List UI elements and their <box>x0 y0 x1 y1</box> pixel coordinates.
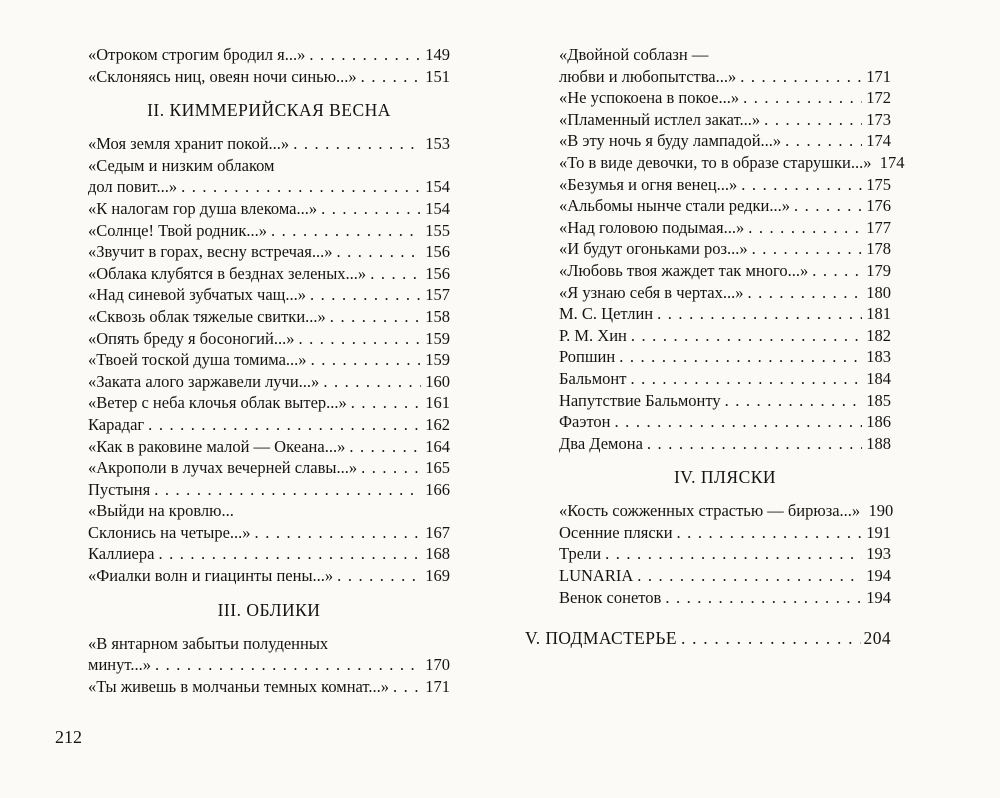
toc-entry[interactable]: «Не успокоена в покое...» . . . 172 <box>559 87 891 109</box>
toc-entry[interactable]: Склонись на четыре...» . . . 167 <box>88 522 450 544</box>
toc-entry[interactable]: М. С. Цетлин . . . 181 <box>559 303 891 325</box>
toc-entry[interactable]: «Отроком строгим бродил я...» . . . 149 <box>88 44 450 66</box>
toc-entry[interactable]: «Звучит в горах, весну встречая...» . . . 156 <box>88 241 450 263</box>
toc-entry[interactable]: дол повит...» . . . 154 <box>88 176 450 198</box>
toc-list <box>88 633 450 698</box>
toc-entry[interactable]: «Я узнаю себя в чертах...» . . . 180 <box>559 282 891 304</box>
toc-entry[interactable]: «Акрополи в лучах вечерней славы...» . . . 165 <box>88 457 450 479</box>
toc-entry[interactable]: «Ты живешь в молчаньи темных комнат...» . . . 171 <box>88 676 450 698</box>
toc-entry[interactable]: любви и любопытства...» . . . 171 <box>559 66 891 88</box>
toc-entry[interactable]: Бальмонт . . . 184 <box>559 368 891 390</box>
toc-entry[interactable]: «Сквозь облак тяжелые свитки...» . . . 158 <box>88 306 450 328</box>
toc-entry[interactable]: «Любовь твоя жаждет так много...» . . . 179 <box>559 260 891 282</box>
toc-entry[interactable]: «Над головою подымая...» . . . 177 <box>559 217 891 239</box>
toc-entry-first-line[interactable]: «В янтарном забытьи полуденных <box>88 633 329 653</box>
toc-list <box>88 133 450 586</box>
toc-entry[interactable]: «Облака клубятся в безднах зеленых...» . . . 156 <box>88 263 450 285</box>
toc-list <box>559 500 894 608</box>
toc-entry[interactable]: «Как в раковине малой — Океана...» . . . 164 <box>88 436 450 458</box>
section-heading-entry[interactable]: V. ПОДМАСТЕРЬЕ . . . 204 <box>525 628 891 650</box>
toc-entry[interactable]: Трели . . . 193 <box>559 543 891 565</box>
toc-entry[interactable]: Пустыня . . . 166 <box>88 479 450 501</box>
toc-entry[interactable]: «Моя земля хранит покой...» . . . 153 <box>88 133 450 155</box>
toc-entry[interactable]: «Пламенный истлел закат...» . . . 173 <box>559 109 891 131</box>
toc-entry[interactable]: «То в виде девочки, то в образе старушки...» 174 <box>559 152 905 172</box>
toc-entry[interactable]: LUNARIA . . . 194 <box>559 565 891 587</box>
toc-entry[interactable]: «Кость сожженных страстью — бирюза...» 190 <box>559 501 894 521</box>
right-page-toc <box>525 44 905 650</box>
toc-entry[interactable]: «Заката алого заржавели лучи...» . . . 160 <box>88 371 450 393</box>
toc-entry-first-line[interactable]: «Двойной соблазн — <box>559 45 709 64</box>
toc-entry[interactable]: минут...» . . . 170 <box>88 654 450 676</box>
toc-list <box>559 44 905 454</box>
left-page-toc <box>88 44 450 697</box>
toc-entry[interactable]: Напутствие Бальмонту . . . 185 <box>559 390 891 412</box>
toc-entry[interactable]: «Солнце! Твой родник...» . . . 155 <box>88 220 450 242</box>
toc-entry[interactable]: Осенние пляски . . . 191 <box>559 522 891 544</box>
toc-entry[interactable]: «Опять бреду я босоногий...» . . . 159 <box>88 328 450 350</box>
toc-entry[interactable]: Два Демона . . . 188 <box>559 433 891 455</box>
toc-entry[interactable]: «К налогам гор душа влекома...» . . . 154 <box>88 198 450 220</box>
section-heading: IV. ПЛЯСКИ <box>673 467 777 488</box>
toc-entry[interactable]: «Над синевой зубчатых чащ...» . . . 157 <box>88 284 450 306</box>
section-heading: III. ОБЛИКИ <box>217 599 321 620</box>
toc-entry[interactable]: Карадаг . . . 162 <box>88 414 450 436</box>
toc-entry[interactable]: «Альбомы нынче стали редки...» . . . 176 <box>559 195 891 217</box>
toc-entry-first-line[interactable]: «Выйди на кровлю... <box>88 501 234 521</box>
toc-entry-first-line[interactable]: «Седым и низким облаком <box>88 155 275 175</box>
toc-entry[interactable]: «Твоей тоской душа томима...» . . . 159 <box>88 349 450 371</box>
toc-entry[interactable]: «Безумья и огня венец...» . . . 175 <box>559 174 891 196</box>
toc-entry[interactable]: Ропшин . . . 183 <box>559 346 891 368</box>
toc-entry[interactable]: Р. М. Хин . . . 182 <box>559 325 891 347</box>
toc-entry[interactable]: «Склоняясь ниц, овеян ночи синью...» . . . 151 <box>88 66 450 88</box>
toc-entry[interactable]: «Фиалки волн и гиацинты пены...» . . . 169 <box>88 565 450 587</box>
toc-entry[interactable]: «Ветер с неба клочья облак вытер...» . . . 161 <box>88 392 450 414</box>
toc-entry[interactable]: Каллиера . . . 168 <box>88 543 450 565</box>
toc-entry[interactable]: Фаэтон . . . 186 <box>559 411 891 433</box>
section-heading: II. КИММЕРИЙСКАЯ ВЕСНА <box>147 100 391 121</box>
toc-entry[interactable]: «В эту ночь я буду лампадой...» . . . 174 <box>559 130 891 152</box>
toc-entry[interactable]: Венок сонетов . . . 194 <box>559 587 891 609</box>
toc-entry[interactable]: «И будут огоньками роз...» . . . 178 <box>559 238 891 260</box>
page-number: 212 <box>55 727 82 747</box>
toc-list <box>88 44 450 87</box>
